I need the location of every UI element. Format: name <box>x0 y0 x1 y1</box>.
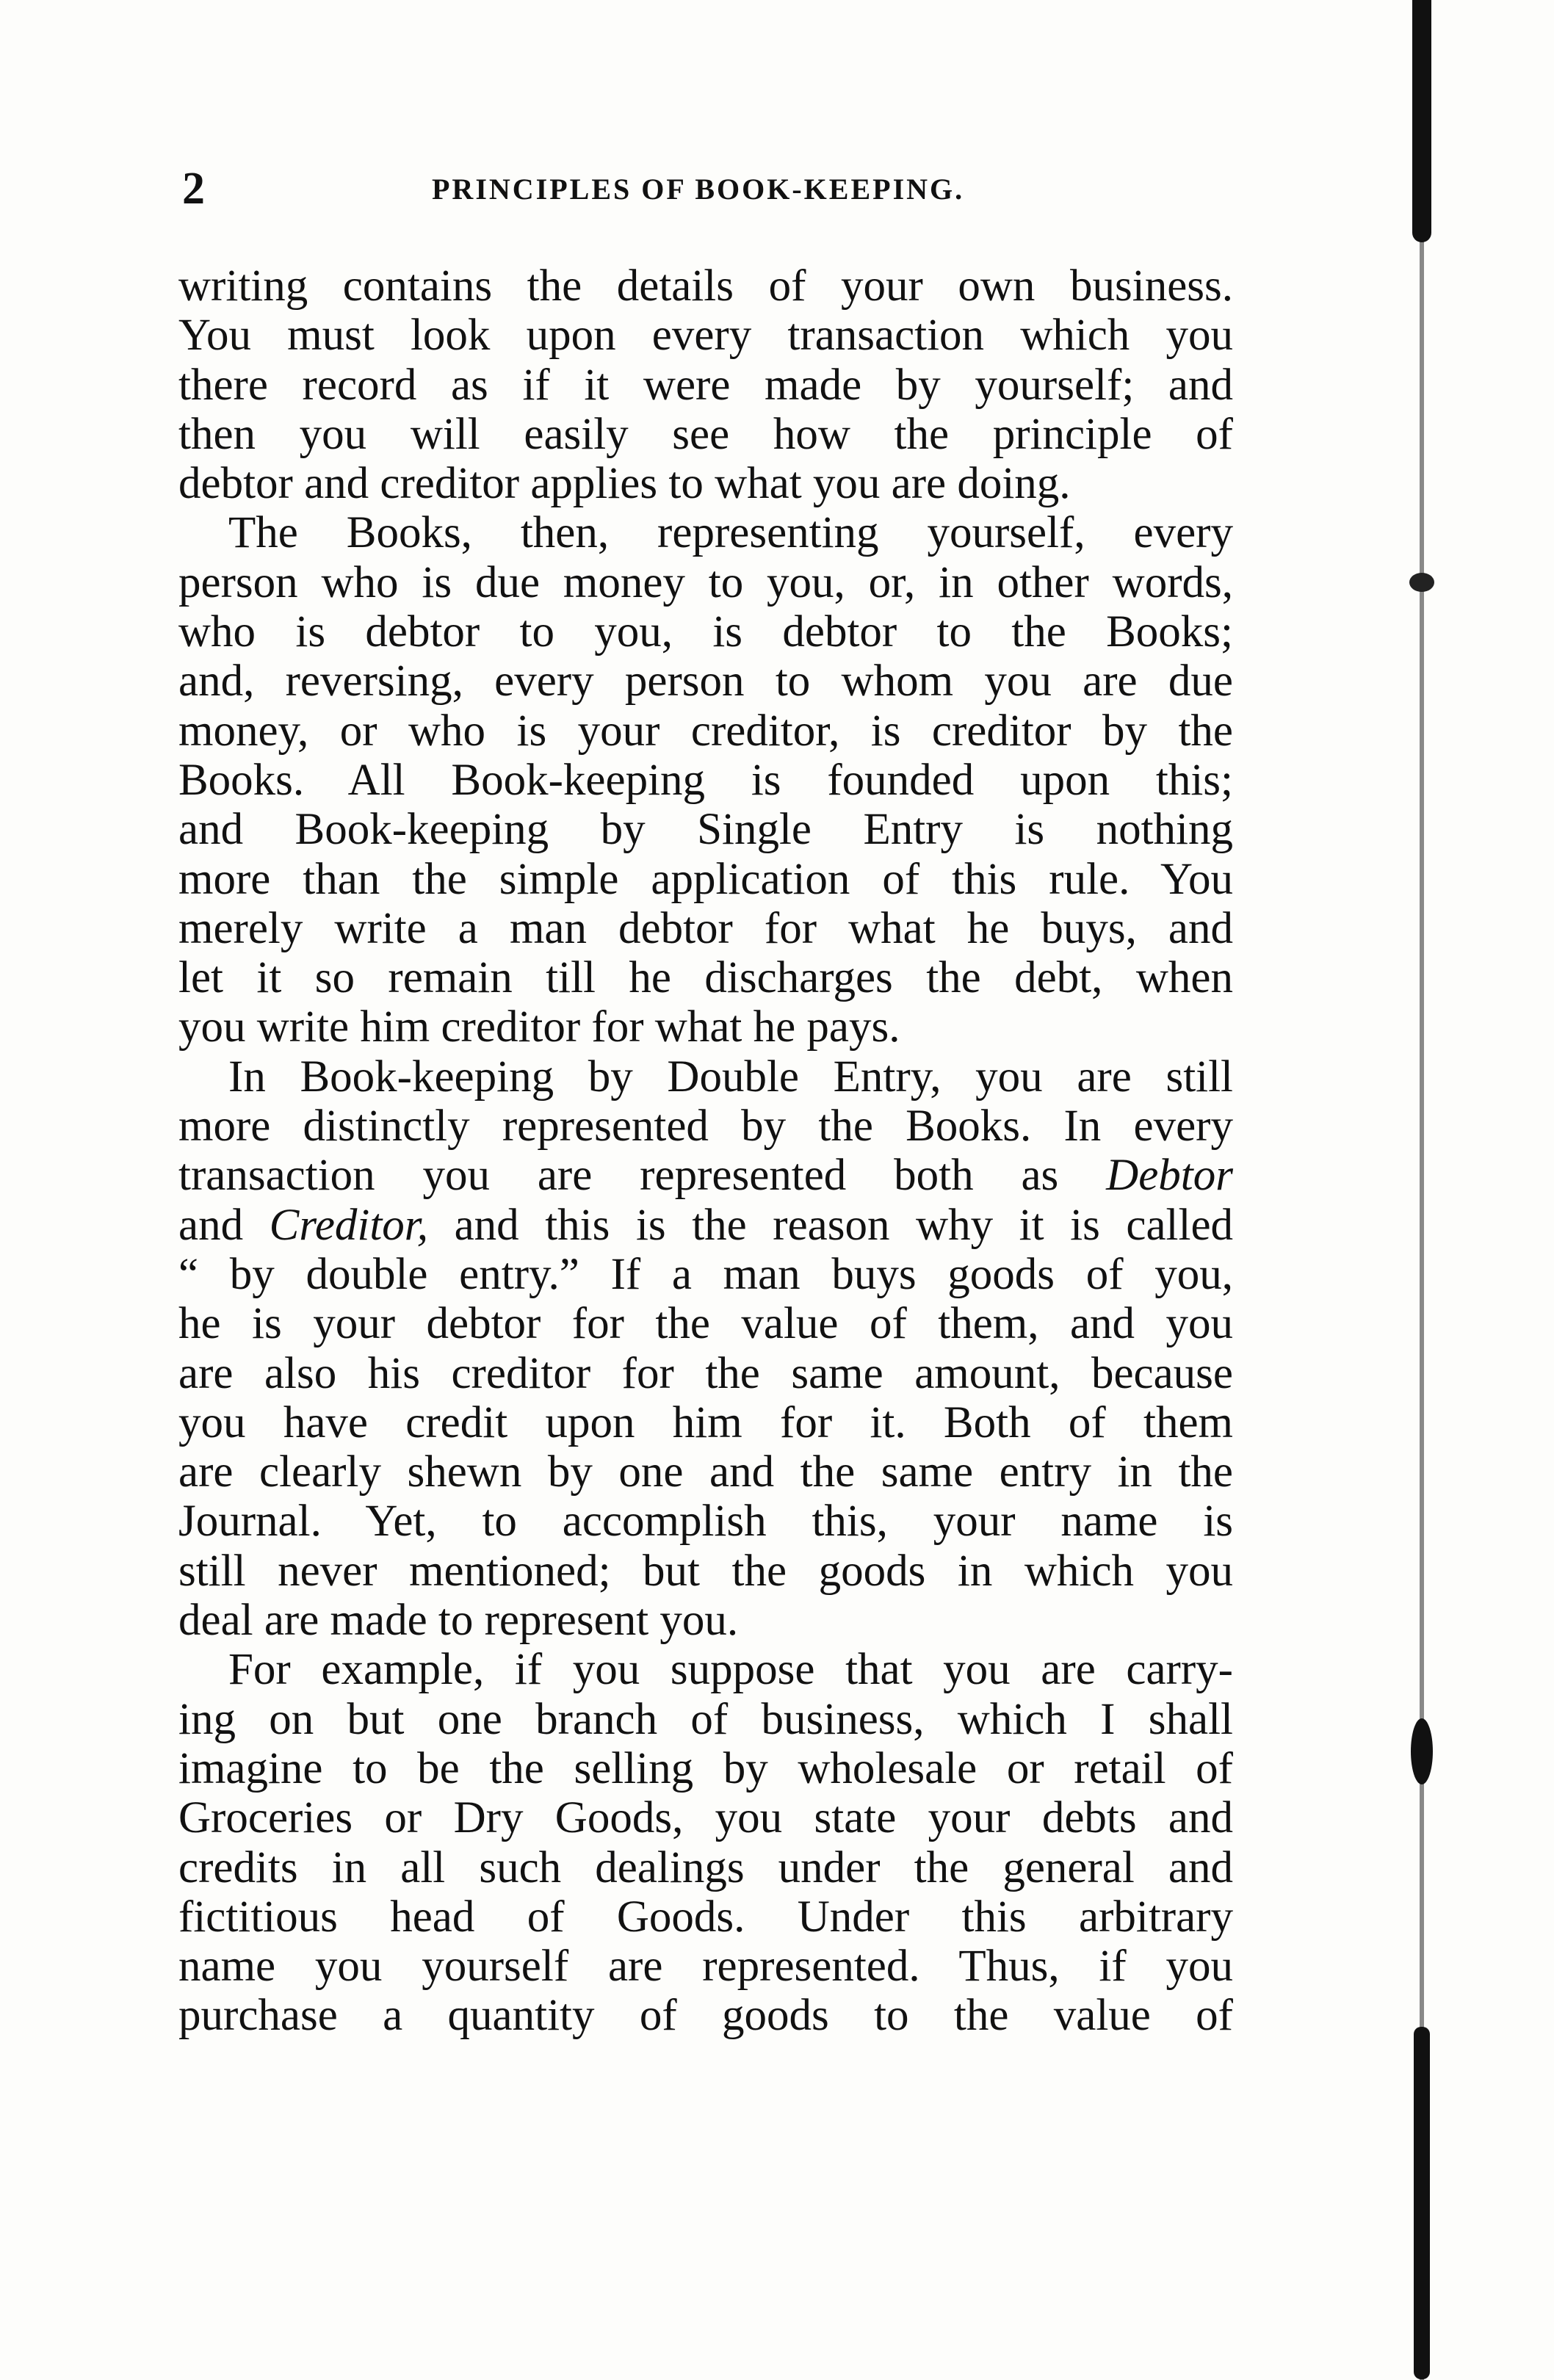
text-line: who is debtor to you, is debtor to the Books; <box>178 607 1233 657</box>
text-line: name you yourself are represented. Thus, if you <box>178 1942 1233 1992</box>
italic-term-creditor: Creditor, <box>269 1200 429 1250</box>
text-line: You must look upon every transaction which you <box>178 311 1233 361</box>
text-line: The Books, then, representing yourself, every <box>228 508 1233 558</box>
italic-term-debtor: Debtor <box>1106 1151 1233 1201</box>
body-text <box>178 261 1233 2041</box>
text-line: let it so remain till he discharges the debt, when <box>178 953 1233 1003</box>
text-line: then you will easily see how the principle of <box>178 409 1233 459</box>
text-line: still never mentioned; but the goods in which you <box>178 1546 1233 1596</box>
binding-edge <box>1406 0 1450 2380</box>
text-line: imagine to be the selling by wholesale or retail of <box>178 1743 1233 1793</box>
text-line: person who is due money to you, or, in other words, <box>178 557 1233 607</box>
page-header <box>182 163 1232 214</box>
text-line: debtor and creditor applies to what you are doing. <box>178 459 1071 509</box>
text-line: In Book-keeping by Double Entry, you are still <box>228 1052 1233 1102</box>
text-line: writing contains the details of your own business. <box>178 261 1233 311</box>
text-line: more than the simple application of this rule. You <box>178 854 1233 904</box>
text-line: are clearly shewn by one and the same entry in the <box>178 1447 1233 1497</box>
text-line <box>178 1201 1233 1250</box>
text-segment: transaction you are represented both as <box>178 1151 1059 1201</box>
text-line: merely write a man debtor for what he buys, and <box>178 903 1233 953</box>
text-line: For example, if you suppose that you are carry- <box>228 1645 1233 1695</box>
running-head: PRINCIPLES OF BOOK-KEEPING. <box>432 173 965 206</box>
text-line: you have credit upon him for it. Both of them <box>178 1397 1233 1447</box>
text-line: and, reversing, every person to whom you are due <box>178 657 1233 706</box>
text-segment: and this is the reason why it is called <box>454 1200 1234 1250</box>
text-line: there record as if it were made by yourself; and <box>178 360 1233 410</box>
text-line: purchase a quantity of goods to the value of <box>178 1991 1233 2041</box>
text-line: Books. All Book-keeping is founded upon this; <box>178 755 1233 805</box>
page-number: 2 <box>182 164 205 214</box>
text-segment: and <box>178 1200 244 1250</box>
text-line: money, or who is your creditor, is creditor by the <box>178 706 1233 756</box>
text-line: more distinctly represented by the Books. In every <box>178 1102 1233 1151</box>
text-line: fictitious head of Goods. Under this arbitrary <box>178 1892 1233 1942</box>
text-line: he is your debtor for the value of them, and you <box>178 1299 1233 1349</box>
text-line: ing on but one branch of business, which I shall <box>178 1694 1233 1744</box>
text-line: and Book-keeping by Single Entry is nothing <box>178 805 1233 855</box>
text-line: are also his creditor for the same amount, because <box>178 1348 1233 1398</box>
text-line: “ by double entry.” If a man buys goods of you, <box>178 1249 1233 1299</box>
text-line <box>178 1151 1233 1200</box>
text-line: credits in all such dealings under the general and <box>178 1842 1233 1892</box>
text-line: Journal. Yet, to accomplish this, your name is <box>178 1497 1233 1547</box>
text-line: you write him creditor for what he pays. <box>178 1002 900 1052</box>
text-line: deal are made to represent you. <box>178 1596 739 1646</box>
text-line: Groceries or Dry Goods, you state your debts and <box>178 1793 1233 1843</box>
